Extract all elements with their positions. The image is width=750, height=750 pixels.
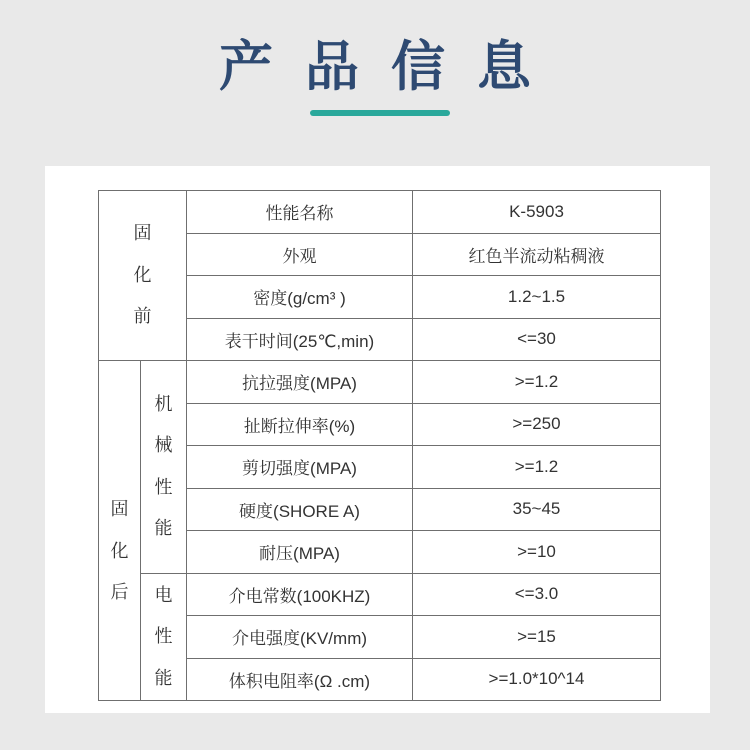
property-label: 剪切强度(MPA) [187,446,413,489]
property-label: 抗拉强度(MPA) [187,361,413,404]
property-label: 硬度(SHORE A) [187,488,413,531]
property-label: 扯断拉伸率(%) [187,403,413,446]
property-value: 35~45 [413,488,661,531]
page-title: 产品信息 [219,37,563,97]
category-cell-electrical [141,573,187,701]
table-row [99,191,661,234]
category-label-electrical: 电性能 [154,584,173,688]
property-value: >=1.2 [413,361,661,404]
stage-cell-post-cure [99,361,141,701]
title-underline [310,110,450,116]
property-label: 密度(g/cm³ ) [187,276,413,319]
property-label: 性能名称 [187,191,413,234]
property-value: >=250 [413,403,661,446]
product-spec-table [98,190,661,701]
property-value: K-5903 [413,191,661,234]
property-value: 1.2~1.5 [413,276,661,319]
stage-cell-pre-cure [99,191,187,361]
property-label: 介电常数(100KHZ) [187,573,413,616]
stage-label-post-cure: 固化后 [110,499,129,603]
property-label: 介电强度(KV/mm) [187,616,413,659]
property-value: >=1.2 [413,446,661,489]
property-value: <=30 [413,318,661,361]
property-value: >=10 [413,531,661,574]
stage-label-pre-cure: 固化前 [133,223,152,327]
property-value: <=3.0 [413,573,661,616]
property-label: 表干时间(25℃,min) [187,318,413,361]
category-label-mechanical: 机械性能 [154,393,173,539]
property-label: 耐压(MPA) [187,531,413,574]
property-label: 外观 [187,233,413,276]
property-value: >=15 [413,616,661,659]
category-cell-mechanical [141,361,187,574]
property-label: 体积电阻率(Ω .cm) [187,658,413,701]
property-value: >=1.0*10^14 [413,658,661,701]
table-row [99,573,661,616]
table-row [99,361,661,404]
property-value: 红色半流动粘稠液 [413,233,661,276]
